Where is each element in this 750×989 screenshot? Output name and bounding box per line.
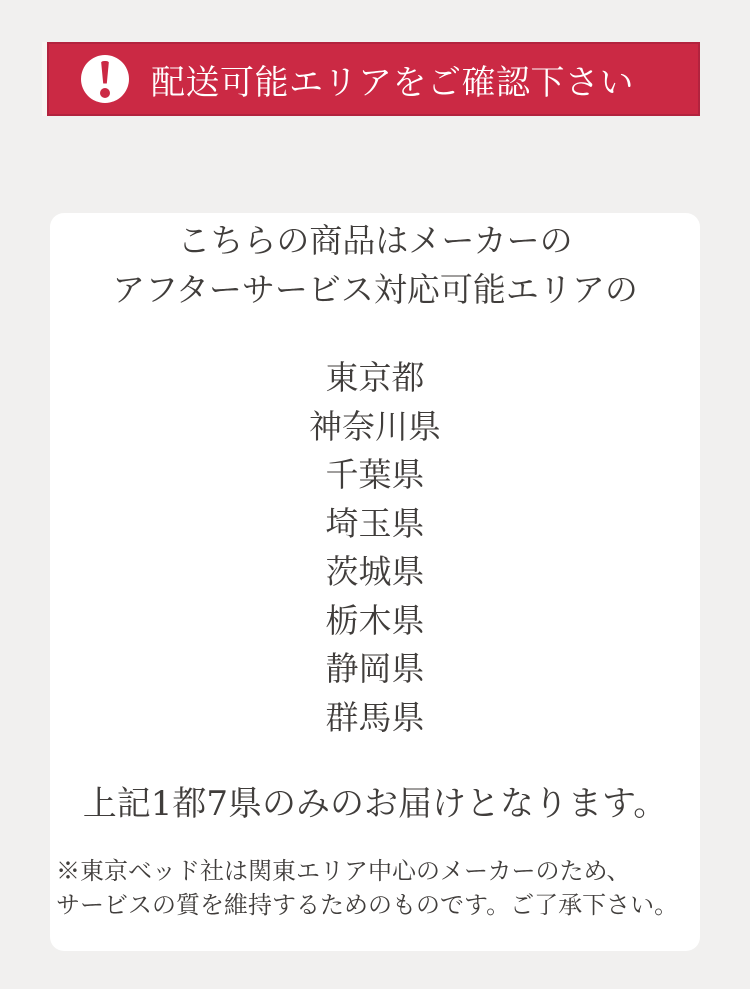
prefecture-item-shizuoka: 静岡県 <box>325 649 425 688</box>
exclamation-bar <box>100 61 110 84</box>
exclamation-dot <box>100 88 110 98</box>
notice-intro-line-2: アフターサービス対応可能エリアの <box>112 270 638 309</box>
prefecture-item-ibaraki: 茨城県 <box>325 552 425 591</box>
footnote-line-1: ※東京ベッド社は関東エリア中心のメーカーのため、 <box>56 857 631 885</box>
prefecture-item-tochigi: 栃木県 <box>325 600 425 640</box>
prefecture-item-gunma: 群馬県 <box>325 697 425 737</box>
prefecture-list <box>70 354 680 742</box>
delivery-area-alert-banner <box>47 42 700 116</box>
prefecture-item-saitama: 埼玉県 <box>325 503 425 543</box>
exclamation-circle-icon <box>81 55 129 103</box>
alert-banner-title: 配送可能エリアをご確認下さい <box>151 62 634 103</box>
notice-intro-line-1: こちらの商品はメーカーの <box>177 221 573 260</box>
prefecture-item-kanagawa: 神奈川県 <box>309 406 441 446</box>
delivery-summary-line: 上記1都7県のみのお届けとなります。 <box>82 784 668 824</box>
delivery-area-notice-card <box>50 213 700 951</box>
prefecture-item-tokyo: 東京都 <box>325 358 425 397</box>
prefecture-item-chiba: 千葉県 <box>325 455 425 494</box>
footnote-line-2: サービスの質を維持するためのものです。ご了承下さい。 <box>56 891 679 919</box>
notice-footnote <box>56 854 696 922</box>
